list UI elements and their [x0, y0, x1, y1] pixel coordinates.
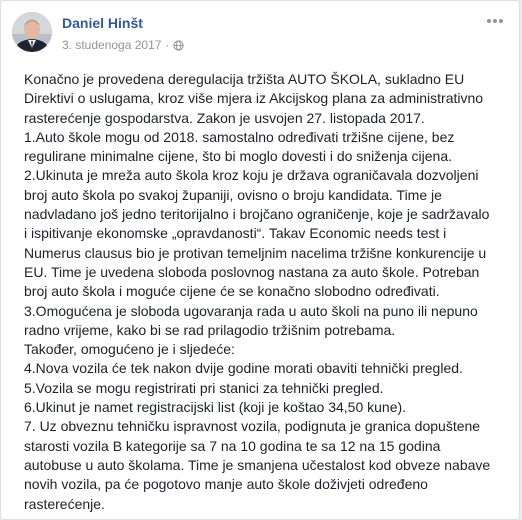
post-line: nadvladano još jedno teritorijalno i brojčano ograničenje, koje je sadržavalo [24, 206, 490, 223]
post-line: 5.Vozila se mogu registrirati pri stanici za tehnički pregled. [24, 379, 384, 396]
globe-icon[interactable] [173, 40, 184, 51]
avatar[interactable] [12, 12, 52, 52]
post-line: broj auto škola i moguće cijene će se konačno slobodno određivati. [24, 283, 440, 300]
profile-photo [12, 12, 52, 52]
post-line: rasterećenje. [24, 495, 105, 512]
post-line: broj auto škola po svakoj županiji, ovisno o broju kandidata. Time je [24, 186, 442, 203]
post-line: starosti vozila B kategorije sa 7 na 10 godina te sa 12 na 15 godina [24, 437, 441, 454]
post-line: 2.Ukinuta je mreža auto škola kroz koju je država ograničavala dozvoljeni [24, 167, 479, 184]
post-line: 7. Uz obveznu tehničku ispravnost vozila, podignuta je granica dopuštene [24, 418, 481, 435]
post-line: 6.Ukinut je namet registracijski list (koji je koštao 34,50 kune). [24, 399, 407, 416]
post-line: 3.Omogućena je sloboda ugovaranja rada u auto školi na puno ili nepuno [24, 302, 478, 319]
post-meta [62, 38, 184, 52]
post-line: autobuse u auto školama. Time je smanjena učestalost kod obveze nabave [24, 456, 491, 473]
post-line: i ispitivanje ekonomske „opravdanosti“. Takav Economic needs test i [24, 225, 447, 242]
post-line: EU. Time je uvedena sloboda poslovnog nastana za auto škole. Potreban [24, 263, 480, 280]
post-line: novih vozila, pa će pogotovo manje auto škole doživjeti određeno [24, 476, 428, 493]
post-line: 1.Auto škole mogu od 2018. samostalno određivati tržišne cijene, bez [24, 128, 455, 145]
post-line: Direktivi o uslugama, kroz više mjera iz Akcijskog plana za administrativno [24, 90, 484, 107]
post-line: Numerus clausus bio je protivan temeljnim nacelima tržišne konkurencije u [24, 244, 487, 261]
post-line: Također, omogućeno je i sljedeće: [24, 341, 235, 358]
meta-separator: · [165, 38, 170, 52]
post-line: radno vrijeme, kako bi se rad prilagodio tržišnim potrebama. [24, 321, 396, 338]
post-text [24, 70, 514, 514]
post-line: Konačno je provedena deregulacija tržišta AUTO ŠKOLA, sukladno EU [24, 71, 465, 87]
post-date[interactable]: 3. studenoga 2017 [62, 38, 162, 52]
more-options-icon[interactable] [485, 15, 505, 27]
post-line: 4.Nova vozila će tek nakon dvije godine morati obaviti tehnički pregled. [24, 360, 463, 377]
author-name[interactable]: Daniel Hinšt [62, 15, 143, 31]
post-line: rasterećenje gospodarstva. Zakon je usvojen 27. listopada 2017. [24, 109, 425, 126]
post-line: regulirane minimalne cijene, što bi moglo dovesti i do sniženja cijena. [24, 148, 453, 165]
